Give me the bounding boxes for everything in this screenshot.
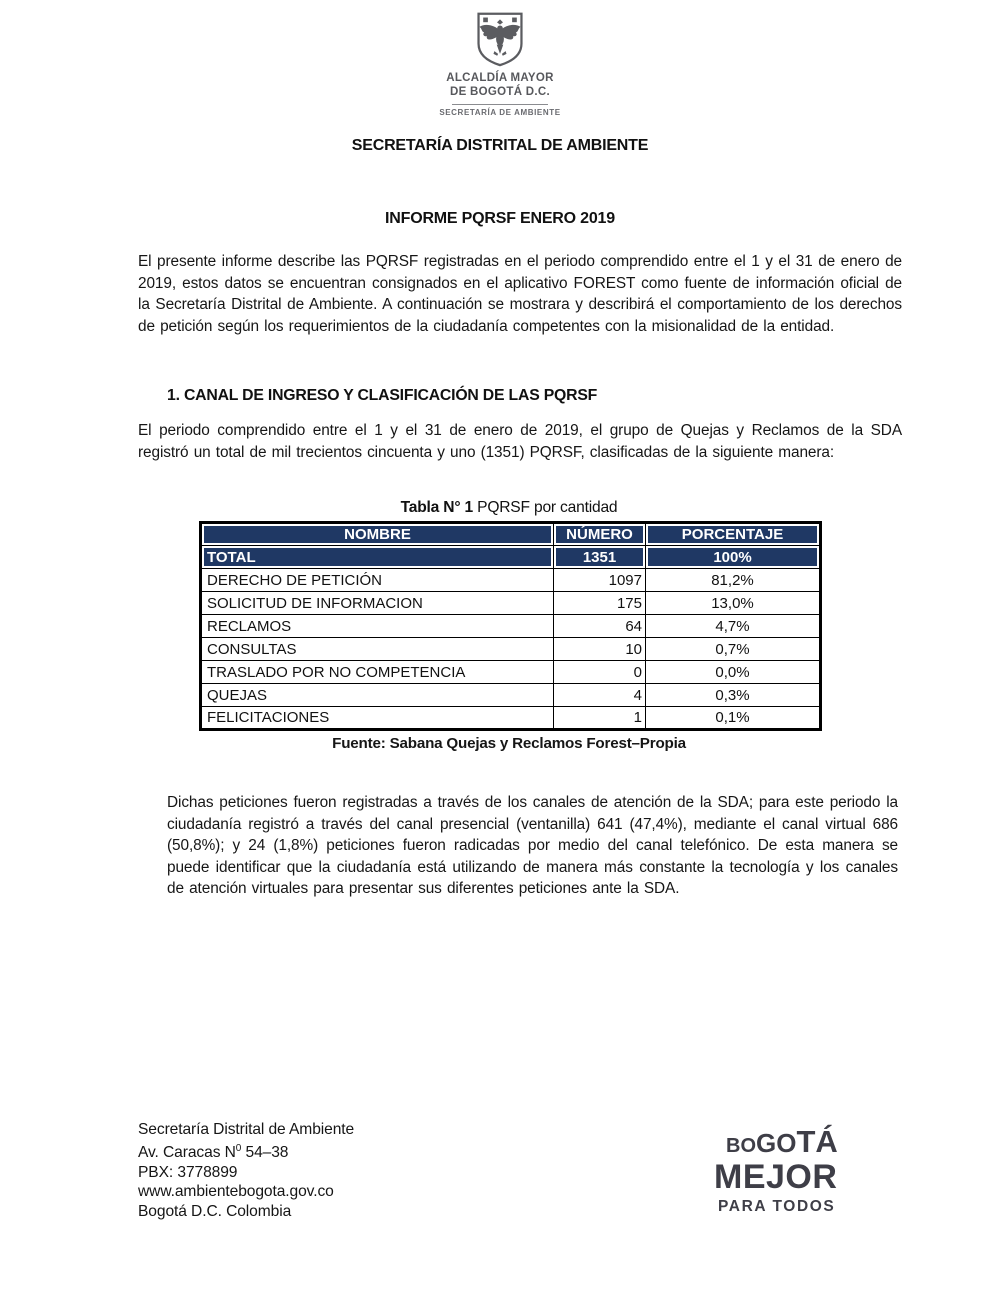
table-row [201, 592, 821, 615]
row-name: FELICITACIONES [201, 707, 554, 730]
bogota-logo-mejor: MEJOR [714, 1158, 838, 1196]
pqrsf-table [199, 521, 822, 731]
row-percent: 4,7% [646, 615, 821, 638]
bogota-logo-para-todos: PARA TODOS [718, 1198, 836, 1215]
row-percent: 0,7% [646, 638, 821, 661]
footer-street-address: Av. Caracas $N^0$ 54–38 [138, 1143, 289, 1162]
row-name: TRASLADO POR NO COMPETENCIA [201, 661, 554, 684]
row-percent: 13,0% [646, 592, 821, 615]
table-source-note: Fuente: Sabana Quejas y Reclamos Forest–Propia [332, 735, 686, 752]
row-percent: 0,0% [646, 661, 821, 684]
crest-divider [452, 104, 548, 105]
header-crest-block [0, 10, 1000, 117]
row-number: 0 [554, 661, 646, 684]
paragraph-intro: El presente informe describe las PQRSF registradas en el periodo comprendido entre el 1 y el 31 de enero de 2019, estos datos se encuentran consignados en el aplicativo FOREST como fuente de información oficial de la Secretaría Distrital de Ambiente. A continuación se mostrara y describirá el comportamiento de los derechos de petición según los requerimientos de la ciudadanía competentes con la misionalidad de la entidad. [138, 253, 902, 335]
footer-website: www.ambientebogota.gov.co [138, 1183, 334, 1201]
bogota-logo-word: BO GO TÁ [726, 1124, 838, 1159]
row-number: 10 [554, 638, 646, 661]
section-1-heading: 1. CANAL DE INGRESO Y CLASIFICACIÓN DE LAS PQRSF [167, 387, 598, 404]
document-title: SECRETARÍA DISTRITAL DE AMBIENTE [351, 137, 649, 154]
report-title: INFORME PQRSF ENERO 2019 [385, 210, 615, 227]
header-nombre: NOMBRE [201, 523, 554, 546]
total-name: TOTAL [201, 546, 554, 569]
footer-city: Bogotá D.C. Colombia [138, 1202, 292, 1220]
bogota-mejor-logo [714, 1126, 864, 1215]
table-row [201, 661, 821, 684]
footer-address-block [138, 1120, 354, 1221]
row-name: CONSULTAS [201, 638, 554, 661]
crest-org-line2: DE BOGOTÁ D.C. [449, 85, 551, 98]
table-header-row [201, 523, 821, 546]
row-number: 64 [554, 615, 646, 638]
row-name: RECLAMOS [201, 615, 554, 638]
paragraph-channels: Dichas peticiones fueron registradas a través de los canales de atención de la SDA; para este periodo la ciudadanía registró a través del canal presencial (ventanilla) 641 (47,4%), mediante el canal virtual 686 (50,8%); y 24 (1,8%) peticiones fueron radicadas por medio del canal telefónico. De esta manera se puede identificar que la ciudadanía está utilizando de manera más constante la tecnología y los canales de atención virtuales para presentar sus diferentes peticiones ante la SDA. [167, 794, 898, 898]
table-caption-text: PQRSF por cantidad [472, 499, 618, 516]
row-percent: 81,2% [646, 569, 821, 592]
crest-org-line1: ALCALDÍA MAYOR [446, 72, 554, 84]
table-caption-number: Tabla N° 1 [400, 499, 473, 516]
row-number: 4 [554, 684, 646, 707]
row-percent: 0,3% [646, 684, 821, 707]
row-number: 1097 [554, 569, 646, 592]
table-row [201, 615, 821, 638]
table-section [199, 499, 819, 752]
ordinal-sup: 0 [235, 1143, 242, 1155]
row-number: 1 [554, 707, 646, 730]
row-number: 175 [554, 592, 646, 615]
table-row [201, 638, 821, 661]
row-name: QUEJAS [201, 684, 554, 707]
crest-department: SECRETARÍA DE AMBIENTE [439, 108, 561, 117]
table-row [201, 569, 821, 592]
table-row [201, 707, 821, 730]
paragraph-period: El periodo comprendido entre el 1 y el 31 de enero de 2019, el grupo de Quejas y Reclamos de la SDA registró un total de mil trecientos cincuenta y uno (1351) PQRSF, clasificadas de la siguiente manera: [138, 422, 902, 461]
table-total-row [201, 546, 821, 569]
table-caption [199, 499, 819, 517]
table-row [201, 684, 821, 707]
total-number: 1351 [554, 546, 646, 569]
header-porcentaje: PORCENTAJE [646, 523, 821, 546]
footer-entity-name: Secretaría Distrital de Ambiente [138, 1121, 355, 1138]
row-percent: 0,1% [646, 707, 821, 730]
coat-of-arms-icon [472, 10, 528, 68]
row-name: DERECHO DE PETICIÓN [201, 569, 554, 592]
footer-pbx: PBX: 3778899 [138, 1164, 238, 1181]
row-name: SOLICITUD DE INFORMACION [201, 592, 554, 615]
total-percent: 100% [646, 546, 821, 569]
header-numero: NÚMERO [554, 523, 646, 546]
